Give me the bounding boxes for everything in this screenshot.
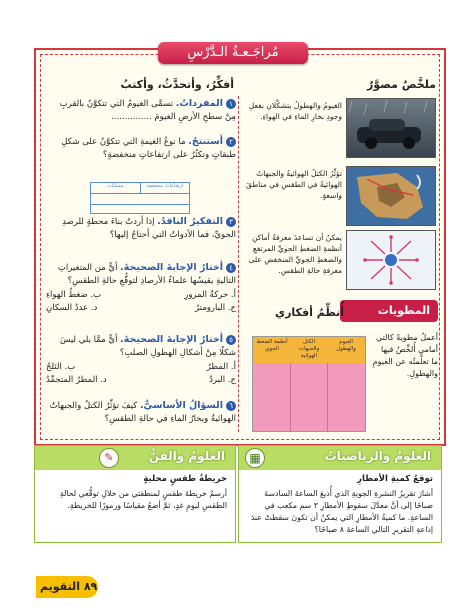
science-math-text: أشارَ تقريرُ النشرةِ الجويةِ الذي أُذيعَ الساعةَ السادسةَ صباحًا إلى أنَّ معدَّلَ سقوطِ الأمطارِ ٣ سم مكعب في الساعةِ. ما كميةُ الأمطارِ التي يمكنُ أن تكونَ سقطتْ عندَ إذاعةِ التقريرِ التالي الساعةَ ٨ صباحًا؟ bbox=[250, 489, 433, 534]
summary-text: يمكنُ أن تساعدَ معرفةُ أماكنِ أنظمةِ الضغطِ الجويِّ المرتفعِ والضغطِ الجويِّ المنخفضِ على معرفةِ حالةِ الطقسِ. bbox=[248, 233, 342, 275]
question-4 bbox=[46, 262, 236, 314]
science-art-box bbox=[34, 445, 236, 543]
section-label: التقويم bbox=[40, 580, 80, 593]
page-footer bbox=[40, 580, 97, 593]
question-1 bbox=[46, 98, 236, 123]
right-column-heading: ملخَّصٌ مصوَّرٌ bbox=[367, 78, 436, 91]
foldables-title: أُنظِّمُ أفكاري bbox=[275, 306, 344, 319]
option-d[interactable]: د. عددُ السكانِ bbox=[46, 302, 98, 313]
foldables-instructions: أعملُ مطويةً كالتي أمامي أُلخِّصُ فيها ما تعلَّمتُه عن الغيومِ والهطولِ. bbox=[372, 333, 438, 378]
option-b[interactable]: ب. ضغطُ الهواءِ bbox=[46, 290, 102, 300]
question-5 bbox=[46, 334, 236, 386]
summary-pressure bbox=[244, 230, 436, 292]
summary-text: الغيومُ والهطولُ يتشكَّلانِ بفعلِ وجودِ بخارِ الماءِ في الهواءِ. bbox=[248, 101, 342, 121]
question-text: تسمَّى الغيومُ التي تتكوَّنُ بالقربِ مِنْ سطحِ الأرضِ الغيومَ ............... bbox=[59, 99, 236, 122]
page-number: ٨٩ bbox=[83, 580, 98, 593]
question-text: أيٌّ ممَّا يلي ليسَ شكلًا مِنْ أشكالِ الهطولِ الصلبِ؟ bbox=[60, 335, 236, 358]
question-text: ما نوعُ الغيمةِ التي تتكوَّنُ على شكلِ طبقاتٍ وتكثُرُ على ارتفاعاتٍ منخفضةٍ؟ bbox=[61, 137, 236, 160]
option-c[interactable]: ج. البارومترُ bbox=[194, 302, 236, 313]
science-math-box bbox=[238, 445, 442, 543]
question-head: أستنتجُ. bbox=[188, 136, 223, 147]
question-text: كيفَ تؤثِّرُ الكتلُ والجبهاتُ الهوائيةُ وبخارُ الماءِ في حالةِ الطقسِ؟ bbox=[49, 401, 236, 424]
question-6 bbox=[46, 400, 236, 425]
rainy-car-image bbox=[346, 98, 436, 158]
question-number: ١ bbox=[226, 99, 236, 109]
question-number: ٥ bbox=[226, 335, 236, 345]
question-2 bbox=[46, 136, 236, 161]
option-a[interactable]: أ. حركةُ المرورِ bbox=[184, 290, 236, 300]
question-head: أختارُ الإجابةَ الصحيحةَ. bbox=[120, 262, 223, 273]
satellite-map-image bbox=[346, 166, 436, 226]
option-d[interactable]: د. المطرُ المتجمِّدُ bbox=[46, 374, 107, 385]
option-c[interactable]: ج. البردُ bbox=[209, 374, 236, 385]
folder-tab: الكتل والجبهات الهوائية bbox=[298, 339, 320, 359]
question-3 bbox=[46, 216, 236, 241]
science-art-subtitle: خريطةُ طقسٍ محليةٍ bbox=[143, 474, 227, 484]
paint-palette-icon: ✎ bbox=[99, 448, 119, 468]
folder-tab: أنظمة الضغط الجوي bbox=[256, 339, 288, 352]
science-art-text: أرسمُ خريطةَ طقسٍ لمنطقتي من خلالِ توقُّعي لحالةِ الطقسِ ليومِ غدٍ، ثمَّ أضعُ مقياسًا ورموزًا للخريطةِ. bbox=[59, 489, 227, 510]
foldables-banner bbox=[340, 300, 438, 322]
question-number: ٤ bbox=[226, 263, 236, 273]
question-number: ٦ bbox=[226, 401, 236, 411]
column-divider bbox=[238, 96, 239, 432]
folder-tab: الغيوم والهطول bbox=[336, 339, 356, 352]
question-head: المفرداتُ. bbox=[175, 98, 223, 109]
left-column-heading: أفكِّرُ، وأتحدَّثُ، وأكتبُ bbox=[120, 78, 234, 91]
question-text: إذا أردتُ بناءَ محطةٍ للرصدِ الجويِّ، فما الأدواتُ التي أحتاجُ إليها؟ bbox=[62, 217, 236, 240]
summary-clouds bbox=[244, 98, 436, 160]
question-number: ٢ bbox=[226, 137, 236, 147]
foldable-image bbox=[252, 336, 366, 432]
science-math-title: العلومُ والرياضياتُ bbox=[324, 449, 431, 463]
summary-text: تؤثِّرُ الكتلُ الهوائيةُ والجبهاتُ الهوائيةُ في الطقسِ في مناطقَ واسعةٍ. bbox=[245, 169, 342, 200]
foldables-logo: المطويات bbox=[377, 304, 430, 317]
question-head: السؤالُ الأساسيُّ. bbox=[139, 400, 223, 411]
answer-table bbox=[90, 182, 190, 214]
summary-air-masses bbox=[244, 166, 436, 228]
pressure-diagram-image bbox=[346, 230, 436, 290]
science-art-title: العلومُ والفنُّ bbox=[148, 449, 225, 463]
calculator-icon: ▦ bbox=[245, 448, 265, 468]
question-number: ٣ bbox=[226, 217, 236, 227]
question-head: أختارُ الإجابةَ الصحيحةَ. bbox=[120, 334, 223, 345]
table-header: ارتفاعاتٌ منخفضة bbox=[140, 183, 190, 193]
option-a[interactable]: أ. المطرُ bbox=[206, 362, 236, 372]
page-title: مُراجَـعـةُ الـدَّرْسِ bbox=[158, 42, 308, 64]
science-math-subtitle: توقعُ كميةِ الأمطارِ bbox=[357, 474, 433, 484]
option-b[interactable]: ب. الثلجُ bbox=[46, 362, 76, 372]
table-header: مسبَّبات bbox=[107, 183, 124, 189]
question-head: التفكيرُ الناقدُ. bbox=[157, 216, 223, 227]
question-text: أيٌّ من المتغيراتِ التاليةِ يقيسُها علماءُ الأرصادِ لتوقُّعِ حالةِ الطقسِ؟ bbox=[57, 263, 236, 286]
